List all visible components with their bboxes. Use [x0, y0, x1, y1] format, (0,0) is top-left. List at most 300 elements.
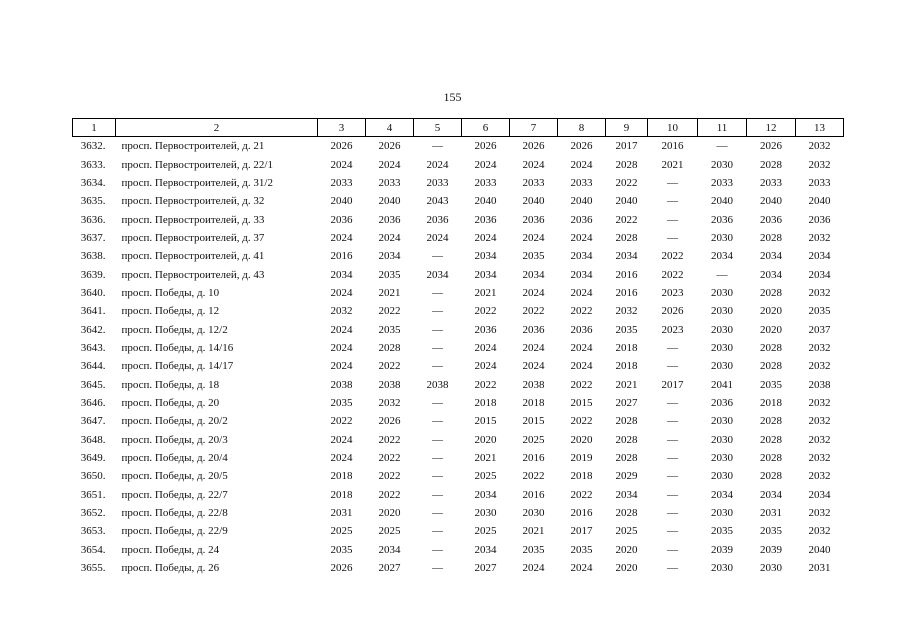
col-10-cell: 2016	[661, 140, 684, 153]
address-cell: просп. Победы, д. 20/3	[121, 433, 228, 446]
col-13-cell: 2034	[808, 268, 831, 281]
col-4-cell: 2026	[378, 140, 401, 153]
col-10-cell: 2023	[661, 323, 684, 336]
row-number-cell: 3640.	[80, 286, 106, 299]
column-header: 10	[648, 119, 698, 137]
col-8-cell: 2017	[570, 525, 593, 538]
address-cell: просп. Победы, д. 12	[121, 305, 220, 318]
col-7-cell: 2035	[522, 543, 545, 556]
col-12-cell: 2034	[760, 268, 782, 281]
col-12-cell: 2035	[760, 378, 782, 391]
table-row	[73, 467, 844, 485]
col-11-cell: 2030	[711, 323, 733, 336]
col-13-cell: 2032	[808, 525, 831, 538]
col-8-cell: 2019	[570, 452, 593, 465]
row-number-cell: 3654.	[80, 543, 106, 556]
col-5-cell: —	[432, 543, 443, 556]
col-13-cell: 2032	[808, 140, 831, 153]
table-row	[73, 210, 844, 228]
col-7-cell: 2024	[522, 562, 545, 575]
col-13-cell: 2032	[808, 158, 831, 171]
address-cell: просп. Победы, д. 12/2	[121, 323, 228, 336]
col-5-cell: —	[432, 140, 443, 153]
col-13-cell: 2034	[808, 250, 831, 263]
col-6-cell: 2024	[474, 341, 497, 354]
col-3-cell: 2022	[330, 415, 353, 428]
col-11-cell: 2030	[711, 562, 733, 575]
row-number-cell: 3633.	[80, 158, 106, 171]
table-row	[73, 431, 844, 449]
col-12-cell: 2036	[760, 213, 782, 226]
col-8-cell: 2024	[570, 360, 593, 373]
address-cell: просп. Первостроителей, д. 32	[121, 195, 265, 208]
col-7-cell: 2022	[522, 305, 545, 318]
row-number-cell: 3655.	[80, 562, 106, 575]
col-9-cell: 2025	[615, 525, 638, 538]
col-11-cell: 2040	[711, 195, 733, 208]
col-12-cell: 2034	[760, 250, 782, 263]
col-5-cell: —	[432, 562, 443, 575]
col-11-cell: 2030	[711, 360, 733, 373]
col-9-cell: 2022	[615, 176, 638, 189]
col-13-cell: 2032	[808, 507, 831, 520]
col-11-cell: 2030	[711, 286, 733, 299]
col-4-cell: 2036	[378, 213, 401, 226]
table-row	[73, 375, 844, 393]
col-5-cell: —	[432, 305, 443, 318]
col-3-cell: 2038	[330, 378, 353, 391]
row-number-cell: 3650.	[80, 470, 106, 483]
col-6-cell: 2034	[474, 250, 497, 263]
col-8-cell: 2034	[570, 250, 593, 263]
col-13-cell: 2036	[808, 213, 831, 226]
col-8-cell: 2035	[570, 543, 593, 556]
col-3-cell: 2024	[330, 433, 353, 446]
col-10-cell: —	[667, 525, 678, 538]
col-13-cell: 2032	[808, 470, 831, 483]
col-10-cell: —	[667, 396, 678, 409]
col-3-cell: 2034	[330, 268, 353, 281]
col-5-cell: 2034	[426, 268, 449, 281]
col-12-cell: 2020	[760, 305, 782, 318]
col-4-cell: 2024	[378, 158, 401, 171]
row-number-cell: 3634.	[80, 176, 106, 189]
table-row	[73, 302, 844, 320]
address-cell: просп. Победы, д. 10	[121, 286, 220, 299]
col-10-cell: —	[667, 452, 678, 465]
table-row	[73, 541, 844, 559]
col-9-cell: 2016	[615, 286, 638, 299]
col-5-cell: —	[432, 433, 443, 446]
col-6-cell: 2022	[474, 305, 497, 318]
col-8-cell: 2022	[570, 415, 593, 428]
col-3-cell: 2036	[330, 213, 353, 226]
table-row	[73, 394, 844, 412]
col-7-cell: 2040	[522, 195, 545, 208]
column-header: 1	[73, 119, 116, 137]
col-4-cell: 2025	[378, 525, 401, 538]
col-8-cell: 2036	[570, 213, 593, 226]
col-4-cell: 2040	[378, 195, 401, 208]
address-cell: просп. Победы, д. 20/4	[121, 452, 228, 465]
col-4-cell: 2038	[378, 378, 401, 391]
row-number-cell: 3653.	[80, 525, 106, 538]
col-12-cell: 2039	[760, 543, 782, 556]
col-12-cell: 2028	[760, 433, 782, 446]
table-body	[73, 137, 844, 578]
col-13-cell: 2032	[808, 231, 831, 244]
row-number-cell: 3635.	[80, 195, 106, 208]
col-6-cell: 2015	[474, 415, 497, 428]
col-9-cell: 2020	[615, 543, 638, 556]
col-6-cell: 2034	[474, 543, 497, 556]
col-3-cell: 2018	[330, 470, 353, 483]
col-5-cell: —	[432, 396, 443, 409]
col-9-cell: 2020	[615, 562, 638, 575]
col-9-cell: 2028	[615, 452, 638, 465]
col-8-cell: 2022	[570, 305, 593, 318]
col-3-cell: 2033	[330, 176, 353, 189]
address-cell: просп. Победы, д. 14/17	[121, 360, 234, 373]
col-8-cell: 2040	[570, 195, 593, 208]
table-row	[73, 412, 844, 430]
address-cell: просп. Первостроителей, д. 22/1	[121, 158, 273, 171]
row-number-cell: 3648.	[80, 433, 106, 446]
col-9-cell: 2021	[615, 378, 638, 391]
col-4-cell: 2035	[378, 268, 401, 281]
col-9-cell: 2034	[615, 488, 638, 501]
col-4-cell: 2022	[378, 488, 401, 501]
col-11-cell: 2030	[711, 305, 733, 318]
col-8-cell: 2015	[570, 396, 593, 409]
col-3-cell: 2016	[330, 250, 353, 263]
col-7-cell: 2021	[522, 525, 545, 538]
table-row	[73, 339, 844, 357]
col-8-cell: 2024	[570, 562, 593, 575]
col-9-cell: 2018	[615, 360, 638, 373]
table-row	[73, 522, 844, 540]
column-header: 2	[116, 119, 318, 137]
col-6-cell: 2034	[474, 268, 497, 281]
row-number-cell: 3649.	[80, 452, 106, 465]
col-11-cell: 2030	[711, 415, 733, 428]
address-cell: просп. Победы, д. 18	[121, 378, 220, 391]
col-9-cell: 2028	[615, 158, 638, 171]
col-4-cell: 2022	[378, 305, 401, 318]
col-10-cell: 2022	[661, 250, 684, 263]
col-4-cell: 2035	[378, 323, 401, 336]
col-8-cell: 2033	[570, 176, 593, 189]
col-3-cell: 2024	[330, 341, 353, 354]
row-number-cell: 3638.	[80, 250, 106, 263]
col-4-cell: 2034	[378, 543, 401, 556]
col-3-cell: 2025	[330, 525, 353, 538]
col-5-cell: —	[432, 488, 443, 501]
col-12-cell: 2028	[760, 341, 782, 354]
col-13-cell: 2033	[808, 176, 831, 189]
col-7-cell: 2016	[522, 488, 545, 501]
col-11-cell: 2036	[711, 396, 733, 409]
col-6-cell: 2024	[474, 158, 497, 171]
table-row	[73, 559, 844, 577]
col-9-cell: 2028	[615, 415, 638, 428]
table-row	[73, 192, 844, 210]
col-3-cell: 2024	[330, 323, 353, 336]
col-7-cell: 2033	[522, 176, 545, 189]
col-11-cell: 2041	[711, 378, 733, 391]
col-13-cell: 2035	[808, 305, 831, 318]
col-11-cell: 2036	[711, 213, 733, 226]
col-3-cell: 2032	[330, 305, 353, 318]
col-9-cell: 2017	[615, 140, 638, 153]
col-7-cell: 2024	[522, 360, 545, 373]
col-8-cell: 2016	[570, 507, 593, 520]
col-13-cell: 2031	[808, 562, 831, 575]
table-row	[73, 174, 844, 192]
col-12-cell: 2035	[760, 525, 782, 538]
col-13-cell: 2037	[808, 323, 831, 336]
col-5-cell: —	[432, 507, 443, 520]
col-11-cell: —	[716, 140, 728, 153]
col-13-cell: 2040	[808, 195, 831, 208]
address-cell: просп. Первостроителей, д. 41	[121, 250, 265, 263]
col-7-cell: 2018	[522, 396, 545, 409]
col-12-cell: 2028	[760, 158, 782, 171]
col-8-cell: 2026	[570, 140, 593, 153]
col-11-cell: 2030	[711, 158, 733, 171]
col-11-cell: 2034	[711, 250, 733, 263]
col-10-cell: —	[667, 195, 678, 208]
col-10-cell: —	[667, 488, 678, 501]
col-6-cell: 2025	[474, 525, 497, 538]
col-8-cell: 2024	[570, 286, 593, 299]
col-8-cell: 2024	[570, 341, 593, 354]
row-number-cell: 3651.	[80, 488, 106, 501]
table-row	[73, 449, 844, 467]
col-12-cell: 2020	[760, 323, 782, 336]
col-13-cell: 2040	[808, 543, 831, 556]
col-13-cell: 2032	[808, 396, 831, 409]
col-10-cell: —	[667, 360, 678, 373]
col-3-cell: 2031	[330, 507, 353, 520]
row-number-cell: 3632.	[80, 140, 106, 153]
col-4-cell: 2026	[378, 415, 401, 428]
col-10-cell: —	[667, 470, 678, 483]
col-8-cell: 2036	[570, 323, 593, 336]
col-5-cell: —	[432, 323, 443, 336]
col-12-cell: 2028	[760, 415, 782, 428]
col-5-cell: —	[432, 470, 443, 483]
header-row	[73, 119, 844, 137]
col-5-cell: —	[432, 525, 443, 538]
col-6-cell: 2022	[474, 378, 497, 391]
table-row	[73, 486, 844, 504]
col-12-cell: 2028	[760, 470, 782, 483]
col-8-cell: 2034	[570, 268, 593, 281]
col-11-cell: 2039	[711, 543, 733, 556]
col-5-cell: 2036	[426, 213, 449, 226]
col-13-cell: 2032	[808, 433, 831, 446]
col-9-cell: 2028	[615, 507, 638, 520]
col-12-cell: 2026	[760, 140, 782, 153]
address-cell: просп. Победы, д. 14/16	[121, 341, 234, 354]
col-7-cell: 2024	[522, 286, 545, 299]
col-10-cell: 2017	[661, 378, 684, 391]
address-cell: просп. Первостроителей, д. 37	[121, 231, 265, 244]
col-10-cell: 2026	[661, 305, 684, 318]
col-8-cell: 2022	[570, 378, 593, 391]
row-number-cell: 3642.	[80, 323, 106, 336]
col-3-cell: 2018	[330, 488, 353, 501]
col-7-cell: 2030	[522, 507, 545, 520]
col-11-cell: 2035	[711, 525, 733, 538]
col-12-cell: 2028	[760, 231, 782, 244]
table-row	[73, 284, 844, 302]
col-7-cell: 2022	[522, 470, 545, 483]
col-5-cell: 2033	[426, 176, 449, 189]
address-cell: просп. Победы, д. 20/5	[121, 470, 228, 483]
column-header: 5	[414, 119, 462, 137]
col-7-cell: 2036	[522, 323, 545, 336]
col-9-cell: 2022	[615, 213, 638, 226]
col-7-cell: 2016	[522, 452, 545, 465]
col-13-cell: 2032	[808, 415, 831, 428]
col-9-cell: 2032	[615, 305, 638, 318]
col-3-cell: 2024	[330, 286, 353, 299]
table-row	[73, 137, 844, 156]
address-cell: просп. Победы, д. 20	[121, 396, 220, 409]
col-7-cell: 2026	[522, 140, 545, 153]
col-6-cell: 2026	[474, 140, 497, 153]
col-3-cell: 2040	[330, 195, 353, 208]
col-11-cell: 2030	[711, 470, 733, 483]
housing-repair-schedule-table	[72, 118, 844, 577]
col-12-cell: 2031	[760, 507, 782, 520]
col-9-cell: 2034	[615, 250, 638, 263]
col-4-cell: 2028	[378, 341, 401, 354]
row-number-cell: 3637.	[80, 231, 106, 244]
address-cell: просп. Победы, д. 22/9	[121, 525, 228, 538]
row-number-cell: 3646.	[80, 396, 106, 409]
col-3-cell: 2024	[330, 231, 353, 244]
col-4-cell: 2022	[378, 470, 401, 483]
col-12-cell: 2033	[760, 176, 782, 189]
col-10-cell: —	[667, 433, 678, 446]
col-3-cell: 2026	[330, 140, 353, 153]
col-6-cell: 2034	[474, 488, 497, 501]
col-8-cell: 2024	[570, 231, 593, 244]
col-10-cell: 2023	[661, 286, 684, 299]
col-4-cell: 2032	[378, 396, 401, 409]
col-4-cell: 2022	[378, 433, 401, 446]
col-11-cell: 2030	[711, 452, 733, 465]
row-number-cell: 3644.	[80, 360, 106, 373]
col-8-cell: 2024	[570, 158, 593, 171]
col-9-cell: 2035	[615, 323, 638, 336]
table-row	[73, 247, 844, 265]
col-5-cell: 2043	[426, 195, 449, 208]
col-6-cell: 2030	[474, 507, 497, 520]
col-10-cell: —	[667, 176, 678, 189]
col-6-cell: 2025	[474, 470, 497, 483]
col-10-cell: —	[667, 507, 678, 520]
table-row	[73, 265, 844, 283]
col-12-cell: 2034	[760, 488, 782, 501]
col-10-cell: —	[667, 213, 678, 226]
address-cell: просп. Победы, д. 22/8	[121, 507, 228, 520]
col-7-cell: 2036	[522, 213, 545, 226]
col-6-cell: 2018	[474, 396, 497, 409]
col-5-cell: —	[432, 360, 443, 373]
col-11-cell: 2030	[711, 341, 733, 354]
col-3-cell: 2035	[330, 396, 353, 409]
col-4-cell: 2033	[378, 176, 401, 189]
col-7-cell: 2038	[522, 378, 545, 391]
col-5-cell: —	[432, 452, 443, 465]
col-4-cell: 2022	[378, 452, 401, 465]
col-9-cell: 2016	[615, 268, 638, 281]
row-number-cell: 3639.	[80, 268, 106, 281]
col-11-cell: 2030	[711, 507, 733, 520]
col-7-cell: 2024	[522, 341, 545, 354]
col-13-cell: 2032	[808, 341, 831, 354]
col-11-cell: 2034	[711, 488, 733, 501]
col-11-cell: —	[716, 268, 728, 281]
table-row	[73, 320, 844, 338]
col-8-cell: 2018	[570, 470, 593, 483]
column-header: 6	[462, 119, 510, 137]
col-6-cell: 2040	[474, 195, 497, 208]
column-header: 3	[318, 119, 366, 137]
col-9-cell: 2028	[615, 433, 638, 446]
col-4-cell: 2034	[378, 250, 401, 263]
column-header: 8	[558, 119, 606, 137]
col-6-cell: 2024	[474, 231, 497, 244]
address-cell: просп. Первостроителей, д. 21	[121, 140, 265, 153]
col-7-cell: 2034	[522, 268, 545, 281]
col-7-cell: 2025	[522, 433, 545, 446]
col-11-cell: 2030	[711, 433, 733, 446]
col-4-cell: 2022	[378, 360, 401, 373]
col-4-cell: 2024	[378, 231, 401, 244]
col-3-cell: 2026	[330, 562, 353, 575]
col-9-cell: 2018	[615, 341, 638, 354]
address-cell: просп. Первостроителей, д. 31/2	[121, 176, 273, 189]
col-9-cell: 2040	[615, 195, 638, 208]
col-13-cell: 2038	[808, 378, 831, 391]
address-cell: просп. Победы, д. 20/2	[121, 415, 228, 428]
row-number-cell: 3641.	[80, 305, 106, 318]
col-10-cell: 2022	[661, 268, 684, 281]
col-12-cell: 2040	[760, 195, 782, 208]
col-7-cell: 2015	[522, 415, 545, 428]
row-number-cell: 3645.	[80, 378, 106, 391]
col-6-cell: 2033	[474, 176, 497, 189]
table-row	[73, 155, 844, 173]
col-4-cell: 2020	[378, 507, 401, 520]
address-cell: просп. Первостроителей, д. 33	[121, 213, 265, 226]
col-7-cell: 2024	[522, 231, 545, 244]
col-10-cell: —	[667, 415, 678, 428]
col-8-cell: 2022	[570, 488, 593, 501]
col-5-cell: —	[432, 341, 443, 354]
col-10-cell: —	[667, 543, 678, 556]
column-header: 7	[510, 119, 558, 137]
col-6-cell: 2036	[474, 213, 497, 226]
row-number-cell: 3643.	[80, 341, 106, 354]
address-cell: просп. Победы, д. 24	[121, 543, 220, 556]
col-5-cell: —	[432, 286, 443, 299]
